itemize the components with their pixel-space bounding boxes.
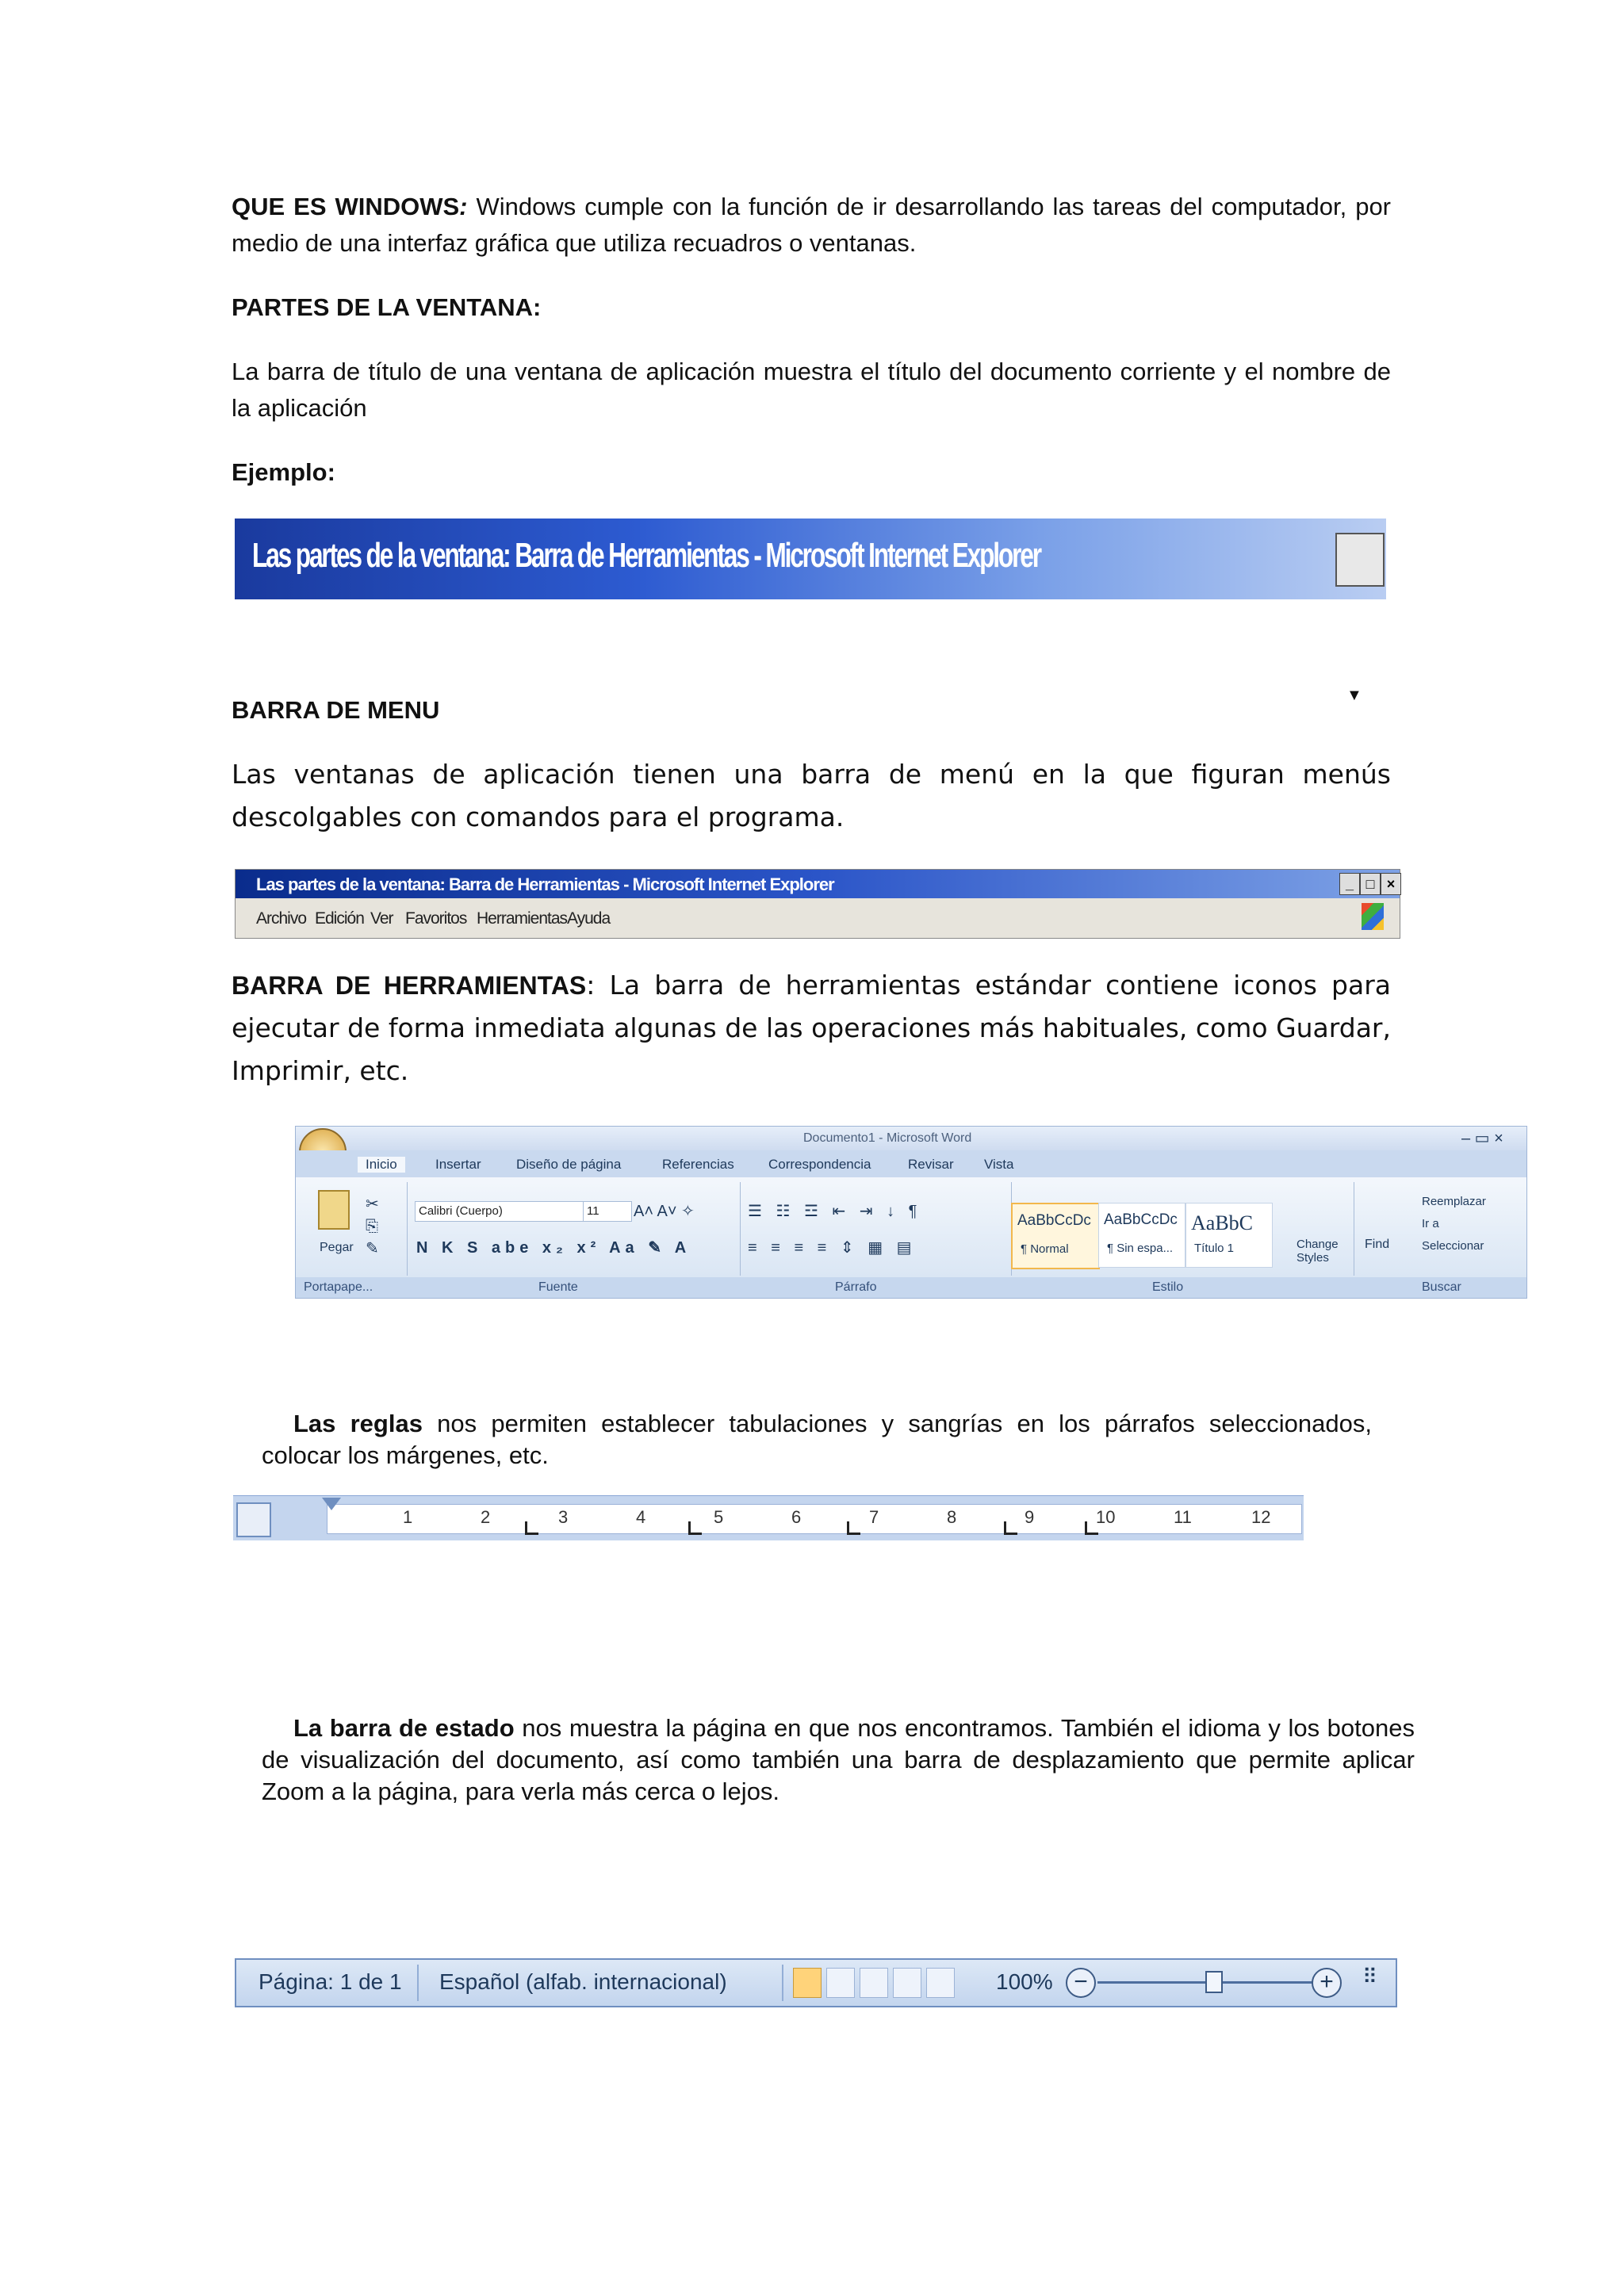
list-icons: ☰ ☷ ☲ ⇤ ⇥ ↓ ¶ <box>748 1203 922 1220</box>
group-portapapeles: Portapape... <box>304 1280 373 1294</box>
minimize-icon: _ <box>1339 873 1360 895</box>
tab-correspondencia: Correspondencia <box>768 1157 871 1172</box>
change-styles-label: Change Styles <box>1297 1238 1339 1265</box>
ie-title-bar-example <box>235 519 1386 599</box>
ruler-number: 10 <box>1096 1507 1116 1527</box>
status-heading: La barra de estado <box>293 1714 515 1742</box>
tab-inicio: Inicio <box>358 1157 405 1173</box>
dropdown-marker-icon: ▼ <box>1346 687 1362 704</box>
ruler-example <box>233 1495 1304 1540</box>
rulers-text: nos permiten establecer tabulaciones y sangrías en los párrafos seleccionados, colocar los márgenes, etc. <box>262 1410 1372 1469</box>
group-fuente: Fuente <box>538 1280 578 1294</box>
windows-heading: QUE ES WINDOWS <box>232 193 460 220</box>
tab-stop-icon <box>1085 1521 1098 1535</box>
group-estilo: Estilo <box>1152 1280 1184 1294</box>
window-controls-icon <box>1335 533 1385 587</box>
tab-insertar: Insertar <box>435 1157 481 1172</box>
find-label: Find <box>1365 1238 1390 1251</box>
style-normal <box>1011 1203 1100 1269</box>
menu-bar-example <box>235 869 1400 939</box>
font-name-combo: Calibri (Cuerpo) <box>415 1201 584 1222</box>
tab-vista: Vista <box>984 1157 1014 1172</box>
ruler-number: 7 <box>869 1507 879 1527</box>
font-grow-shrink-icons: A˄ A˅ ✧ <box>634 1203 695 1220</box>
group-parrafo: Párrafo <box>835 1280 877 1294</box>
maximize-icon: □ <box>1360 873 1381 895</box>
align-icons: ≡ ≡ ≡ ≡ ⇕ ▦ ▤ <box>748 1239 917 1257</box>
font-format-icons: N K S abe x₂ x² Aa ✎ A <box>416 1239 691 1257</box>
full-screen-reading-view-icon <box>826 1968 855 1998</box>
style-titulo-1 <box>1185 1203 1273 1268</box>
status-page: Página: 1 de 1 <box>259 1969 402 1994</box>
ruler-number: 5 <box>714 1507 724 1527</box>
ie-title-text: Las partes de la ventana: Barra de Herramientas - Microsoft Internet Explorer <box>252 536 1040 575</box>
paste-label: Pegar <box>320 1241 354 1254</box>
status-language: Español (alfab. internacional) <box>439 1969 727 1994</box>
tab-stop-icon <box>525 1521 538 1535</box>
ribbon-title-bar <box>296 1127 1526 1150</box>
windows-heading-colon: : <box>459 193 468 220</box>
ruler-number: 4 <box>636 1507 646 1527</box>
ruler-number: 9 <box>1025 1507 1035 1527</box>
tab-referencias: Referencias <box>662 1157 734 1172</box>
status-divider <box>782 1965 783 2001</box>
outline-view-icon <box>893 1968 921 1998</box>
style-sin-espaciado-name: ¶ Sin espa... <box>1107 1242 1174 1255</box>
ruler-strip <box>327 1504 1302 1534</box>
tab-revisar: Revisar <box>908 1157 954 1172</box>
ribbon-window-controls-icon: – ▭ × <box>1461 1130 1503 1147</box>
ribbon-tabs <box>296 1150 1526 1177</box>
ruler-number: 11 <box>1174 1507 1192 1527</box>
menu-item-edicion: Edición <box>315 909 364 928</box>
tools-paragraph <box>232 964 1391 1093</box>
indent-marker-icon <box>322 1498 341 1510</box>
tab-selector-icon <box>236 1502 271 1537</box>
status-divider <box>417 1965 419 2001</box>
rulers-heading: Las reglas <box>293 1410 423 1437</box>
style-titulo-name: Título 1 <box>1194 1242 1235 1255</box>
menu-item-ver: Ver <box>370 909 393 928</box>
menu-item-archivo: Archivo <box>256 909 307 928</box>
menu-heading: BARRA DE MENU <box>232 696 440 724</box>
status-text: nos muestra la página en que nos encontramos. También el idioma y los botones de visualización del documento, así como también una barra de desplazamiento que permite aplicar Zoom a la página, para verla más cerca o lejos. <box>262 1714 1415 1805</box>
partes-heading: PARTES DE LA VENTANA: <box>232 293 542 321</box>
status-paragraph <box>262 1712 1415 1808</box>
menu-item-ayuda: Ayuda <box>567 909 611 928</box>
ruler-number: 12 <box>1251 1507 1271 1527</box>
style-normal-name: ¶ Normal <box>1021 1242 1069 1256</box>
style-titulo-preview: AaBbC <box>1191 1211 1253 1234</box>
menu-item-favoritos: Favoritos <box>405 909 467 928</box>
tools-text: : La barra de herramientas estándar contiene iconos para ejecutar de forma inmediata algunas de las operaciones más habituales, como Guardar, Imprimir, etc. <box>232 970 1391 1086</box>
windows-logo-icon <box>1362 903 1384 930</box>
tab-diseno: Diseño de página <box>516 1157 622 1172</box>
zoom-in-icon: + <box>1312 1968 1342 1998</box>
style-sin-espaciado-preview: AaBbCcDc <box>1104 1211 1178 1228</box>
cut-copy-icons: ✂ ⎘ ✎ <box>366 1196 379 1257</box>
ruler-number: 3 <box>558 1507 569 1527</box>
ruler-number: 1 <box>403 1507 413 1527</box>
menu-example-title: Las partes de la ventana: Barra de Herramientas - Microsoft Internet Explorer <box>256 874 834 894</box>
zoom-slider-thumb <box>1205 1971 1223 1993</box>
ribbon-separator <box>740 1182 741 1276</box>
group-buscar: Buscar <box>1422 1280 1461 1294</box>
windows-paragraph <box>232 189 1391 262</box>
edit-item-goto: Ir a <box>1422 1217 1439 1230</box>
ruler-number: 8 <box>947 1507 957 1527</box>
zoom-out-icon: − <box>1066 1968 1096 1998</box>
ruler-number: 6 <box>791 1507 802 1527</box>
draft-view-icon <box>926 1968 955 1998</box>
example-label: Ejemplo: <box>232 458 335 486</box>
print-layout-view-icon <box>793 1968 822 1998</box>
menu-item-herramientas: Herramientas <box>477 909 568 928</box>
rulers-paragraph <box>262 1408 1372 1471</box>
menu-example-items <box>236 898 1400 938</box>
ribbon-title: Documento1 - Microsoft Word <box>803 1131 972 1145</box>
close-icon: × <box>1381 873 1401 895</box>
status-bar-example <box>235 1958 1397 2007</box>
menu-example-title-bar <box>236 870 1400 898</box>
web-layout-view-icon <box>860 1968 888 1998</box>
partes-text: La barra de título de una ventana de aplicación muestra el título del documento corriente y el nombre de la aplicación <box>232 358 1391 422</box>
menu-text: Las ventanas de aplicación tienen una barra de menú en la que figuran menús descolgables con comandos para el programa. <box>232 759 1391 832</box>
tab-stop-icon <box>688 1521 702 1535</box>
resize-grip-icon: ⠿ <box>1362 1965 1378 1988</box>
status-zoom-level: 100% <box>996 1969 1053 1994</box>
paste-icon <box>318 1190 350 1230</box>
style-normal-preview: AaBbCcDc <box>1017 1212 1091 1229</box>
tools-heading: BARRA DE HERRAMIENTAS <box>232 971 587 1000</box>
ribbon-group-labels <box>296 1277 1526 1298</box>
tab-stop-icon <box>847 1521 860 1535</box>
font-size-combo: 11 <box>583 1201 632 1222</box>
edit-item-replace: Reemplazar <box>1422 1195 1486 1208</box>
windows-text: Windows cumple con la función de ir desarrollando las tareas del computador, por medio de una interfaz gráfica que utiliza recuadros o ventanas. <box>232 193 1392 257</box>
style-sin-espaciado <box>1098 1203 1185 1268</box>
edit-item-select: Seleccionar <box>1422 1239 1484 1253</box>
ribbon-separator <box>407 1182 408 1276</box>
tab-stop-icon <box>1004 1521 1017 1535</box>
word-ribbon-example <box>295 1126 1527 1299</box>
ruler-number: 2 <box>481 1507 491 1527</box>
